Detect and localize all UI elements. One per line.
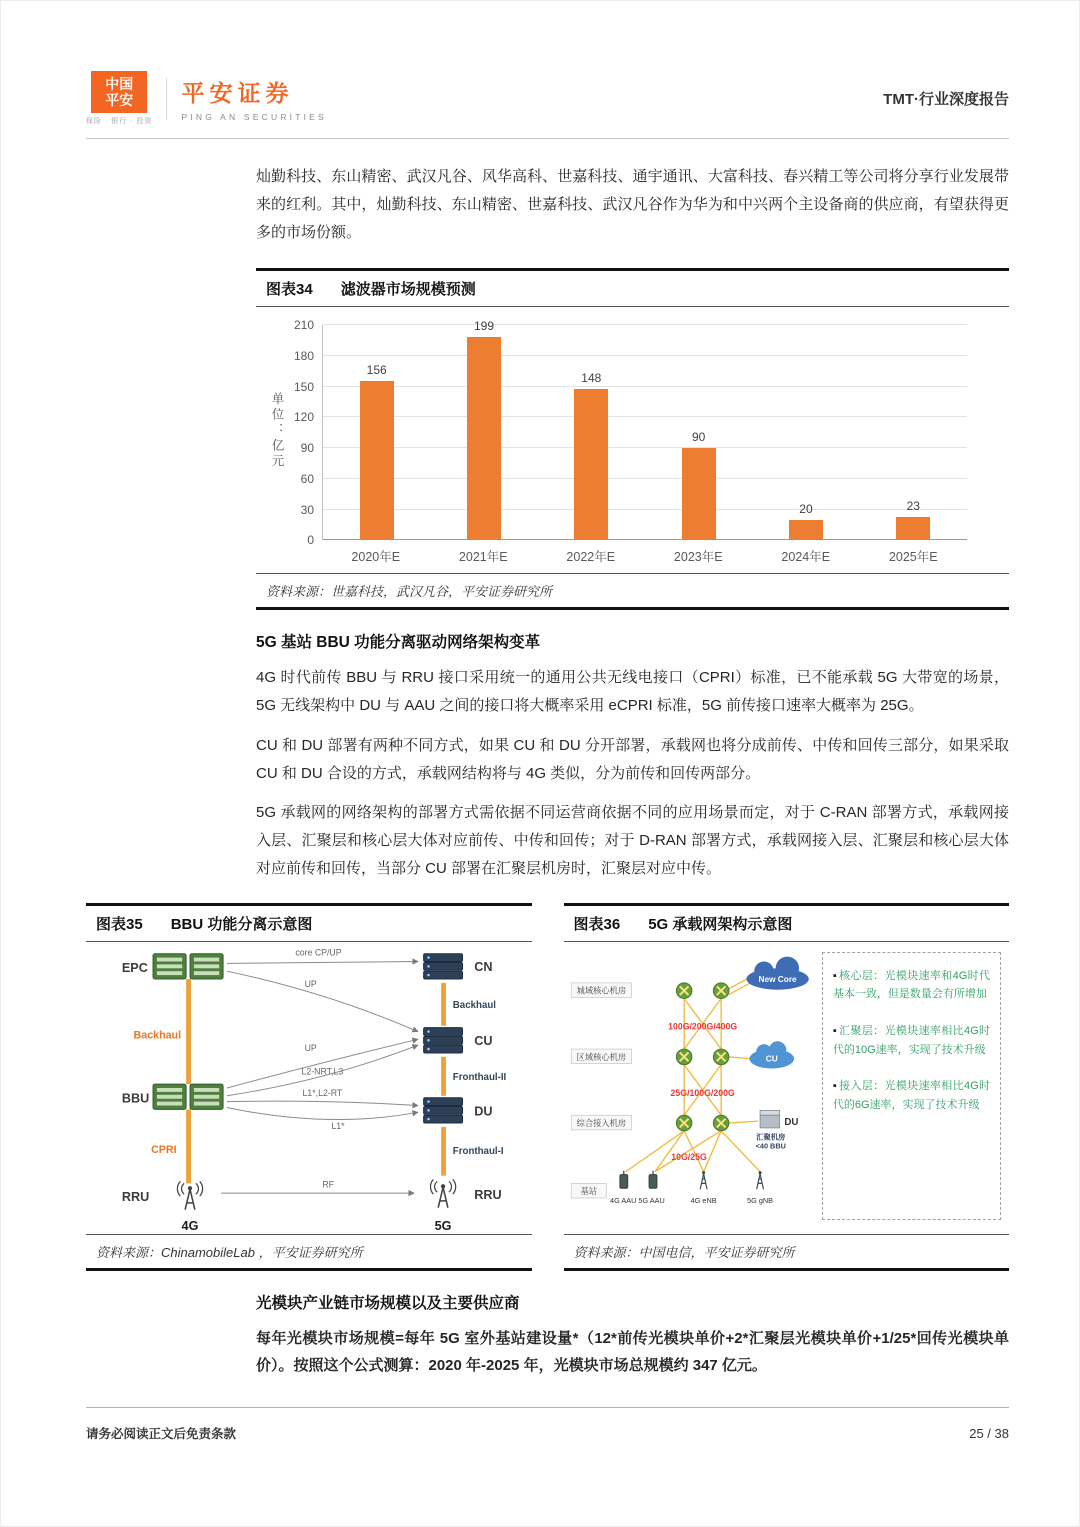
cpri-label: CPRI bbox=[151, 1143, 177, 1156]
du-node bbox=[755, 1110, 798, 1150]
router-core-2 bbox=[713, 982, 729, 998]
speed-core-label: 100G/200G/400G bbox=[667, 1021, 737, 1032]
figure-36-label: 图表36 bbox=[573, 915, 621, 933]
cu-server-icon bbox=[424, 1027, 463, 1052]
figures-row bbox=[86, 903, 1009, 1271]
x-axis-labels bbox=[322, 540, 967, 565]
bar-2025年E bbox=[896, 517, 930, 541]
arrow-rf-label: RF bbox=[322, 1178, 335, 1189]
aau-4g-icon bbox=[619, 1170, 627, 1188]
x-label-2025年E: 2025年E bbox=[888, 550, 938, 565]
note-access-text: 接入层：光模块速率相比4G时代的6G速率，实现了技术升级 bbox=[832, 1080, 990, 1111]
gnb-5g-icon bbox=[756, 1171, 763, 1189]
bar-value-2025年E: 23 bbox=[906, 498, 920, 513]
speed-access-label: 10G/25G bbox=[670, 1151, 707, 1162]
y-tick-90: 90 bbox=[300, 441, 314, 456]
bbu-server-icon-2 bbox=[190, 1084, 223, 1109]
note-bullet-1: ▪ bbox=[832, 969, 838, 982]
rru-4g-label: RRU bbox=[121, 1189, 150, 1204]
bar-value-2020年E: 156 bbox=[366, 362, 387, 377]
logo-tagline: 保险 · 银行 · 投资 bbox=[86, 118, 153, 125]
epc-server-icon bbox=[153, 953, 186, 978]
router-agg-2 bbox=[713, 1049, 729, 1065]
footer-disclaimer: 请务必阅读正文后免责条款 bbox=[86, 1427, 237, 1441]
y-tick-120: 120 bbox=[293, 410, 314, 425]
arrow-up-1-label: UP bbox=[304, 978, 317, 989]
figure-34-title-row bbox=[256, 271, 1009, 307]
arrow-l1-label: L1* bbox=[331, 1120, 345, 1131]
arrow-l1l2rt bbox=[227, 1101, 418, 1105]
x-label-2021年E: 2021年E bbox=[458, 550, 508, 565]
logo-cn-text: 中国平安 bbox=[105, 75, 134, 108]
section-heading-bbu: 5G 基站 BBU 功能分离驱动网络架构变革 bbox=[256, 634, 541, 652]
figure-36-title-row bbox=[564, 906, 1010, 942]
fronthaul1-link bbox=[441, 1126, 446, 1175]
bar-value-2023年E: 90 bbox=[691, 430, 706, 445]
y-tick-30: 30 bbox=[300, 502, 314, 517]
y-tick-60: 60 bbox=[300, 471, 314, 486]
note-aggregation-layer bbox=[833, 1022, 990, 1059]
arrow-up-2 bbox=[227, 1039, 418, 1088]
arrow-l2nrt-label: L2-NRT,L3 bbox=[301, 1065, 344, 1076]
x-label-2020年E: 2020年E bbox=[351, 550, 401, 565]
bar-value-2022年E: 148 bbox=[581, 370, 602, 385]
figure-36-title: 5G 承载网架构示意图 bbox=[648, 915, 793, 933]
rru-4g-antenna-icon bbox=[177, 1181, 202, 1209]
arrow-l1l2rt-label: L1*,L2-RT bbox=[302, 1087, 343, 1098]
du-note-line1: 汇聚机房 bbox=[755, 1132, 785, 1142]
cu-cloud-label: CU bbox=[765, 1054, 778, 1064]
y-axis-title: 单位：亿元 bbox=[270, 391, 284, 469]
bbu-server-icon bbox=[153, 1084, 186, 1109]
filter-market-bar-chart bbox=[256, 307, 1009, 573]
chart-main bbox=[286, 318, 967, 565]
bar-2023年E bbox=[682, 448, 716, 540]
bearer-network-svg bbox=[564, 942, 818, 1234]
y-axis-ticks bbox=[286, 318, 322, 548]
gen-4g-label: 4G bbox=[181, 1218, 199, 1233]
logo-divider bbox=[166, 78, 167, 120]
bearer-network-diagram bbox=[564, 942, 1010, 1234]
backhaul-4g-label: Backhaul bbox=[133, 1028, 182, 1041]
cn-server-icon bbox=[424, 953, 463, 978]
note-aggregation-text: 汇聚层：光模块速率相比4G时代的10G速率，实现了技术升级 bbox=[832, 1024, 990, 1056]
figure-35 bbox=[86, 903, 532, 1271]
arrow-core bbox=[227, 961, 418, 963]
link-to-du bbox=[728, 1121, 757, 1123]
brand-name: 平安证券 bbox=[181, 80, 294, 106]
figure-34-title: 滤波器市场规模预测 bbox=[340, 281, 476, 299]
bbu-label: BBU bbox=[121, 1091, 150, 1106]
brand-block bbox=[181, 75, 326, 122]
link-to-cu bbox=[728, 1056, 749, 1058]
x-label-2024年E: 2024年E bbox=[781, 550, 831, 565]
router-core-1 bbox=[676, 982, 692, 998]
x-label-2023年E: 2023年E bbox=[673, 550, 723, 565]
figure-34-label: 图表34 bbox=[266, 281, 313, 299]
arrow-core-label: core CP/UP bbox=[295, 947, 342, 958]
bbu-split-diagram-svg bbox=[86, 942, 532, 1234]
bar-2022年E bbox=[574, 389, 608, 541]
bar-group-2020年E bbox=[323, 325, 430, 540]
cpri-link bbox=[186, 1109, 191, 1183]
bar-2021年E bbox=[467, 337, 501, 541]
bbu-paragraph-1: 4G 时代前传 BBU 与 RRU 接口采用统一的通用公共无线电接口（CPRI）标准，已不能承载 5G 大带宽的场景，5G 无线架构中 DU 与 AAU 之间的接口将大概率采用 eCPRI 标准，5G 前传接口速率大概率为 25G。 bbox=[256, 669, 1009, 714]
enb-label: 4G eNB bbox=[690, 1195, 717, 1205]
page-header bbox=[86, 1, 1009, 139]
page-footer bbox=[86, 1407, 1009, 1442]
note-access-layer bbox=[833, 1077, 990, 1114]
figure-35-title: BBU 功能分离示意图 bbox=[170, 915, 313, 933]
aau-labels: 4G AAU 5G AAU bbox=[609, 1195, 665, 1205]
rru-5g-antenna-icon bbox=[430, 1179, 455, 1207]
brand-name-en: PING AN SECURITIES bbox=[181, 112, 327, 122]
section-heading-optical: 光模块产业链市场规模以及主要供应商 bbox=[256, 1294, 520, 1312]
bar-group-2021年E bbox=[430, 318, 537, 540]
speed-agg-label: 25G/100G/200G bbox=[670, 1087, 735, 1098]
figure-36-source: 资料来源：中国电信，平安证券研究所 bbox=[564, 1234, 1010, 1268]
gnb-label: 5G gNB bbox=[746, 1195, 773, 1205]
bar-value-2024年E: 20 bbox=[799, 501, 813, 516]
bar-group-2023年E bbox=[645, 325, 752, 540]
bars bbox=[323, 318, 967, 540]
bar-2020年E bbox=[360, 381, 394, 541]
y-tick-210: 210 bbox=[293, 318, 314, 333]
new-core-cloud-label: New Core bbox=[758, 974, 797, 984]
page-number: 25 / 38 bbox=[969, 1425, 1009, 1441]
arrow-up-1 bbox=[227, 971, 418, 1031]
arrow-up-2-label: UP bbox=[304, 1042, 317, 1053]
enb-4g-icon bbox=[700, 1171, 707, 1189]
bbu-paragraph-3: 5G 承载网的网络架构的部署方式需依据不同运营商依据不同的应用场景而定，对于 C-RAN 部署方式，承载网接入层、汇聚层和核心层大体对应前传、中传和回传；对于 D-RAN 部署方式，承载网接入层、汇聚层和核心层大体对应前传和回传，当部分 CU 部署在汇聚层机房时，汇聚层对应中传。 bbox=[256, 804, 1009, 877]
cu-cloud bbox=[749, 1041, 794, 1068]
bbu-paragraph-2: CU 和 DU 部署有两种不同方式，如果 CU 和 DU 分开部署，承载网也将分成前传、中传和回传三部分，如果采取 CU 和 DU 合设的方式，承载网结构将与 4G 类似，分为前传和回传两部分。 bbox=[256, 736, 1009, 782]
backhaul-5g-link bbox=[441, 982, 446, 1025]
new-core-cloud bbox=[746, 956, 808, 989]
figure-35-label: 图表35 bbox=[96, 915, 143, 933]
cu-label: CU bbox=[474, 1033, 493, 1048]
bar-group-2024年E bbox=[752, 325, 859, 540]
epc-server-icon-2 bbox=[190, 953, 223, 978]
epc-label: EPC bbox=[121, 960, 148, 975]
du-label: DU bbox=[474, 1103, 493, 1118]
x-label-2022年E: 2022年E bbox=[566, 550, 616, 565]
room-access: 综合接入机房 bbox=[576, 1118, 626, 1128]
note-core-layer bbox=[833, 967, 990, 1004]
bar-group-2022年E bbox=[538, 325, 645, 540]
pingan-logo-icon bbox=[91, 71, 147, 113]
y-tick-0: 0 bbox=[307, 533, 314, 548]
gen-5g-label: 5G bbox=[434, 1218, 452, 1233]
note-core-text: 核心层：光模块速率和4G时代基本一致，但是数量会有所增加 bbox=[832, 969, 990, 1001]
intro-paragraph: 灿勤科技、东山精密、武汉凡谷、风华高科、世嘉科技、通宇通讯、大富科技、春兴精工等公司将分享行业发展带来的红利。其中，灿勤科技、东山精密、世嘉科技、武汉凡谷作为华为和中兴两个主设备商的供应商，有望获得更多的市场份额。 bbox=[256, 168, 1009, 241]
note-bullet-2: ▪ bbox=[832, 1024, 838, 1037]
figure-34-source: 资料来源：世嘉科技，武汉凡谷，平安证券研究所 bbox=[256, 573, 1009, 607]
room-basestation: 基站 bbox=[579, 1186, 597, 1196]
y-tick-180: 180 bbox=[293, 348, 314, 363]
pingan-logo bbox=[86, 71, 327, 126]
bar-group-2025年E bbox=[860, 325, 967, 540]
chart-body bbox=[286, 318, 967, 548]
router-access-2 bbox=[713, 1115, 729, 1131]
note-bullet-3: ▪ bbox=[832, 1080, 838, 1093]
room-metro-core: 城域核心机房 bbox=[576, 986, 626, 996]
cn-label: CN bbox=[474, 959, 493, 974]
report-type-tag: TMT·行业深度报告 bbox=[883, 91, 1009, 108]
aau-5g-icon bbox=[649, 1170, 657, 1188]
figure-35-source: 资料来源：ChinamobileLab ，平安证券研究所 bbox=[86, 1234, 532, 1268]
room-regional-core: 区域核心机房 bbox=[576, 1052, 626, 1062]
bar-value-2021年E: 199 bbox=[473, 318, 494, 333]
bar-2024年E bbox=[789, 520, 823, 540]
figure-34 bbox=[256, 268, 1009, 610]
bbu-split-diagram bbox=[86, 942, 532, 1234]
fronthaul2-label: Fronthaul-II bbox=[452, 1071, 507, 1083]
plot-area bbox=[322, 318, 967, 540]
backhaul-4g-link bbox=[186, 978, 191, 1083]
du-node-label: DU bbox=[783, 1116, 798, 1128]
router-access-1 bbox=[676, 1115, 692, 1131]
pingan-logo-mark-wrap bbox=[86, 71, 152, 126]
rru-5g-label: RRU bbox=[474, 1187, 502, 1202]
du-server-icon bbox=[424, 1097, 463, 1122]
router-agg-1 bbox=[676, 1049, 692, 1065]
du-note-line2: <40 BBU bbox=[755, 1140, 786, 1150]
fronthaul1-label: Fronthaul-I bbox=[452, 1145, 504, 1157]
layer-notes-box bbox=[822, 952, 1001, 1220]
fronthaul2-link bbox=[441, 1056, 446, 1095]
figure-35-title-row bbox=[86, 906, 532, 942]
page-content bbox=[86, 163, 1009, 1380]
y-tick-150: 150 bbox=[293, 379, 314, 394]
backhaul-5g-label: Backhaul bbox=[452, 999, 497, 1011]
optical-paragraph: 每年光模块市场规模=每年 5G 室外基站建设量*（12*前传光模块单价+2*汇聚层光模块单价+1/25*回传光模块单价）。按照这个公式测算：2020 年-2025 年，光模块市场总规模约 347 亿元。 bbox=[256, 1329, 1009, 1375]
figure-36 bbox=[564, 903, 1010, 1271]
arrow-l1 bbox=[227, 1107, 418, 1119]
